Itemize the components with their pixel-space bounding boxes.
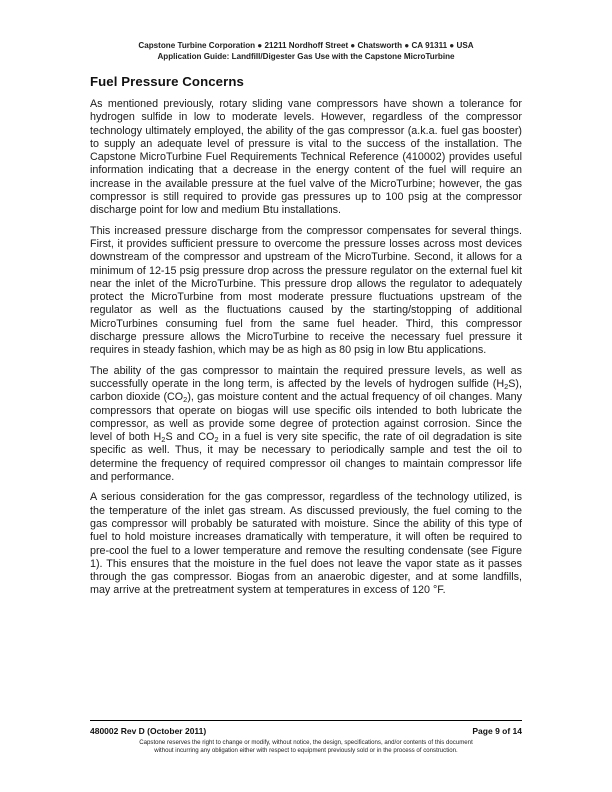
footer-disclaimer [90, 739, 522, 756]
page-header [90, 40, 522, 62]
disclaimer-line-2: without incurring any obligation either with respect to equipment previously sold or in the process of construction. [154, 747, 458, 755]
header-guide-title: Application Guide: Landfill/Digester Gas Use with the Capstone MicroTurbine [157, 52, 455, 61]
page-number: Page 9 of 14 [472, 726, 522, 736]
paragraph-2: This increased pressure discharge from the compressor compensates for several things. First, it provides sufficient pressure to overcome the pressure losses across most devices downstream of the compressor and upstream of the MicroTurbine. Second, it allows for a minimum of 12-15 psig pressure drop across the pressure regulator on the external fuel kit near the inlet of the MicroTurbine. This pressure drop allows the regulator to adequately protect the MicroTurbine from most moderate pressure fluctuations upstream of the regulator as well as the fluctuations caused by the starting/stopping of additional MicroTurbines consuming fuel from the same fuel header. Third, this compressor discharge pressure allows the MicroTurbine to receive the necessary fuel pressure it requires in steady fashion, which may be as high as 80 psig in low Btu applications. [90, 224, 522, 357]
body-text [90, 98, 522, 605]
document-id: 480002 Rev D (October 2011) [90, 726, 207, 736]
paragraph-3-text-4: S and CO [165, 431, 215, 444]
paragraph-3-text-5: in a fuel is very site specific, the rate of oil degradation is site specific as well. Thus, it may be necessary to periodically sample and test the oil to determine the frequency of required compressor oil changes to maintain compressor life and performance. [90, 431, 522, 484]
paragraph-3-text-1: The ability of the gas compressor to maintain the required pressure levels, as well as successfully operate in the long term, is affected by the levels of hydrogen sulfide (H [90, 364, 522, 390]
subscript-2: 2 [214, 435, 219, 445]
section-title: Fuel Pressure Concerns [90, 74, 244, 89]
header-address: Capstone Turbine Corporation ● 21211 Nordhoff Street ● Chatsworth ● CA 91311 ● USA [138, 41, 474, 50]
paragraph-1: As mentioned previously, rotary sliding vane compressors have shown a tolerance for hydrogen sulfide in low to moderate levels. However, regardless of the compressor technology ultimately employed, the ability of the gas compressor (a.k.a. fuel gas booster) to supply an adequate level of pressure is vital to the success of the installation. The Capstone MicroTurbine Fuel Requirements Technical Reference (410002) provides useful information indicating that a decrease in the energy content of the fuel will require an increase in the available pressure at the fuel valve of the MicroTurbine; however, the gas compressor is still required to provide gas pressures up to 100 psig at the compressor discharge point for low and medium Btu installations. [90, 98, 522, 217]
subscript-2: 2 [504, 381, 509, 391]
paragraph-3 [90, 365, 522, 485]
subscript-2: 2 [183, 395, 188, 405]
paragraph-3-text-3: ), gas moisture content and the actual frequency of oil changes. Many compressors that operate on biogas will use specific oils intended to both lubricate the compressor, as well as provide some degree of protection against corrosion. Since the level of both H [90, 391, 522, 444]
paragraph-4: A serious consideration for the gas compressor, regardless of the technology utilized, is the temperature of the inlet gas stream. As discussed previously, the fuel coming to the gas compressor will probably be saturated with moisture. Since the ability of this type of fuel to hold moisture increases dramatically with temperature, it will often be required to pre-cool the fuel to a lower temperature and remove the resulting condensate (see Figure 1). This ensures that the moisture in the fuel does not leave the vapor state as it passes through the gas compressor. Biogas from an anaerobic digester, and at some landfills, may arrive at the pretreatment system at temperatures in excess of 120 °F. [90, 491, 522, 597]
footer-divider [90, 720, 522, 721]
disclaimer-line-1: Capstone reserves the right to change or modify, without notice, the design, specifications, and/or contents of this document [139, 739, 473, 746]
paragraph-3-text-2: S), carbon dioxide (CO [90, 377, 522, 404]
subscript-2: 2 [161, 435, 166, 445]
